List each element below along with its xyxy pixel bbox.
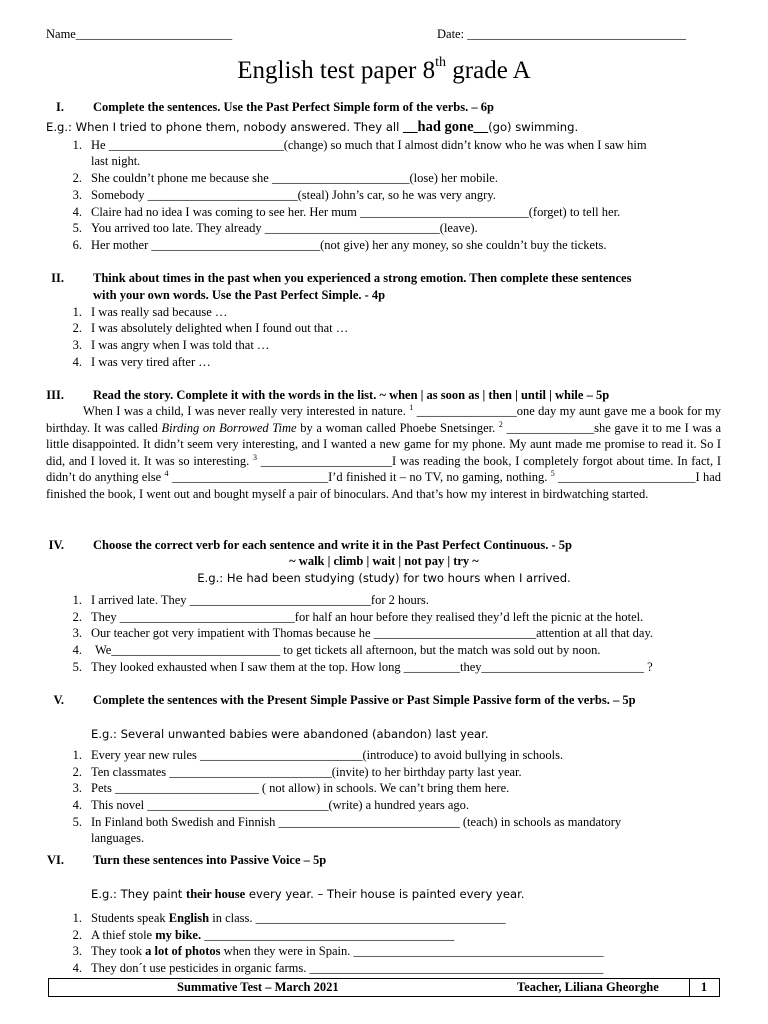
date-field: Date: ___________________________________	[437, 27, 686, 41]
section-5-example: E.g.: Several unwanted babies were abandoned (abandon) last year.	[91, 727, 489, 741]
test-paper: Name_________________________ Date: ___________________________________ English test paper 8th grade A I. Complete the sentences. Use the Past Perfect Simple form of the verbs. – 6p E.g.: When I tried to phone them, nobody answered. They all __had gone__(go) swimming. 1. He ____________________________(change) so much that I almost didn’t know who he was when I saw him last night. 2. She couldn’t phone me because she ______________________(lose) her mobile. 3. Somebody ________________________(steal) John’s car, so he was very angry. 4. Claire had no idea I was coming to see her. Her mum ___________________________(forget) to tell her. 5. You arrived too late. They already ____________________________(leave). 6. Her mother ___________________________(not give) her any money, so she couldn’t buy the tickets. II. Think about times in the past when you experienced a strong emotion. Then complete these sentences with your own words. Use the Past Perfect Simple. - 4p 1. I was really sad because … 2. I was absolutely delighted when I found out that … 3. I was angry when I was told that … 4. I was very tired after … III. Read the story. Complete it with the words in the list. ~ when | as soon as | then | until | while – 5p When I was a child, I was never really very interested in nature. $^1$ ________________one day my aunt gave me a book for my birthday. It was called Birding on Borrowed Time by a woman called Phoebe Snetsinger. $^2$ ______________she gave it to me I was a little disappointed. It didn’t seem very interesting, and I wanted a new game for my phone. My aunt made me promise to read it. So I did, and I loved it. It was so interesting. $^3$ _____________________I was reading the book, I completely forgot about time. In fact, I didn’t do anything else $^4$ _________________________I’d finished it – no TV, no gaming, nothing. $^5$ ______________________I had finished the book, I went out and bought myself a pair of binoculars. And that’s how my interest in birdwatching started. IV. Choose the correct verb for each sentence and write it in the Past Perfect Continuous. - 5p ~ walk | climb | wait | not pay | try ~ E.g.: He had been studying (study) for two hours when I arrived. 1. I arrived late. They _____________________________for 2 hours. 2. They ____________________________for half an hour before they realised they’d left the picnic at the hotel. 3. Our teacher got very impatient with Thomas because he __________________________attention at all that day. 4. We___________________________ to get tickets all afternoon, but the match was sold out by noon. 5. They looked exhausted when I saw them at the top. How long _________they__________________________ ? V. Complete the sentences with the Present Simple Passive or Past Simple Passive form of the verbs. – 5p E.g.: Several unwanted babies were abandoned (abandon) last year. 1. Every year new rules __________________________(introduce) to avoid bullying in schools. 2. Ten classmates __________________________(invite) to her birthday party last year. 3. Pets _______________________ ( not allow) in schools. We can’t bring them here. 4. This novel _____________________________(write) a hundred years ago. 5. In Finland both Swedish and Finnish _____________________________ (teach) in schools as mandatory languages. VI. Turn these sentences into Passive Voice – 5p E.g.: They paint their house every year. – Their house is painted every year. 1. Students speak English in class. ________________________________________ 2. A thief stole my bike. ________________________________________ 3. They took a lot of photos when they were in Spain. ________________________________________ 4. They don´t use pesticides in organic farms. _______________________________________________ Summative Test – March 2021 Teacher, Liliana Gheorghe 1	[0, 0, 768, 1024]
footer-page-number: 1	[700, 980, 708, 994]
page-title: English test paper 8th grade A	[237, 55, 531, 84]
name-field: Name_________________________	[46, 27, 233, 41]
section-4-example: E.g.: He had been studying (study) for two hours when I arrived.	[197, 571, 571, 585]
page-footer	[48, 978, 720, 997]
section-4-word-list: ~ walk | climb | wait | not pay | try ~	[289, 554, 479, 568]
section-6-example: E.g.: They paint their house every year. – Their house is painted every year.	[91, 887, 525, 901]
footer-teacher: Teacher, Liliana Gheorghe	[517, 980, 659, 994]
story-paragraph: When I was a child, I was never really very interested in nature. $^1$ ________________one day my aunt gave me a book for my birthday. It was called Birding on Borrowed Time by a woman called Phoebe Snetsinger. $^2$ ______________she gave it to me I was a little disappointed. It didn’t seem very interesting, and I wanted a new game for my phone. My aunt made me promise to read it. So I did, and I loved it. It was so interesting. $^3$ _____________________I was reading the book, I completely forgot about time. In fact, I didn’t do anything else $^4$ _________________________I’d finished it – no TV, no gaming, nothing. $^5$ ______________________I had finished the book, I went out and bought myself a pair of binoculars. And that’s how my interest in birdwatching started.	[46, 403, 722, 501]
footer-test-name: Summative Test – March 2021	[177, 980, 339, 994]
section-1-example: E.g.: When I tried to phone them, nobody answered. They all __had gone__(go) swimming.	[46, 119, 579, 135]
